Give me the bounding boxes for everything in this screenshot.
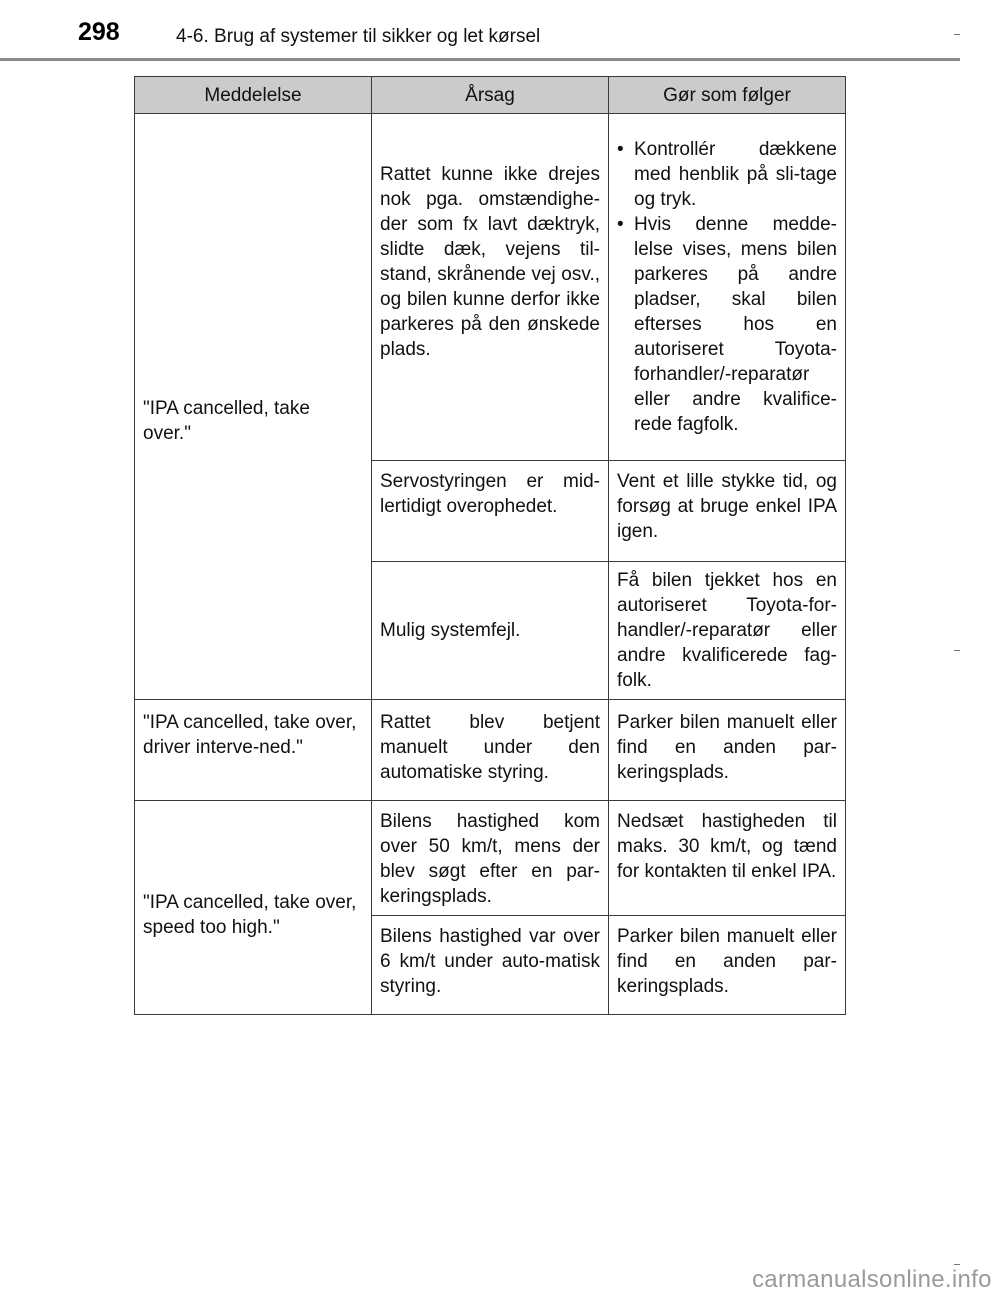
cause-text: Servostyringen er mid-lertidigt overophedet.	[380, 471, 600, 517]
page-header	[0, 0, 960, 62]
watermark: carmanualsonline.info	[752, 1266, 992, 1293]
message-text: "IPA cancelled, take over."	[143, 397, 310, 444]
action-text: Vent et lille stykke tid, og forsøg at bruge enkel IPA igen.	[617, 471, 837, 542]
action-bullet: • Kontrollér dækkene med henblik på sli-tage og tryk.	[617, 137, 837, 212]
action-bullet: • Hvis denne medde-lelse vises, mens bilen parkeres på andre pladser, skal bilen efterses hos en autoriseret Toyota-forhandler/-reparatør eller andre kvalifice-rede fagfolk.	[617, 212, 837, 437]
action-cell	[609, 562, 846, 700]
cause-text: Bilens hastighed kom over 50 km/t, mens der blev søgt efter en par-keringsplads.	[380, 811, 600, 907]
message-table	[134, 76, 846, 1015]
message-text: "IPA cancelled, take over, driver interve-ned."	[143, 712, 357, 758]
action-text: Parker bilen manuelt eller find en anden par-keringsplads.	[617, 712, 837, 783]
crop-mark	[954, 1264, 960, 1265]
column-header-action: Gør som følger	[609, 77, 846, 114]
cause-cell	[372, 916, 609, 1015]
action-bullet-list	[617, 137, 837, 437]
table-row	[135, 801, 846, 916]
cause-text: Bilens hastighed var over 6 km/t under auto-matisk styring.	[380, 926, 600, 997]
message-text: "IPA cancelled, take over, speed too high."	[143, 891, 357, 938]
cause-text: Rattet blev betjent manuelt under den automatiske styring.	[380, 712, 600, 783]
action-cell	[609, 461, 846, 562]
cause-cell	[372, 114, 609, 461]
action-cell	[609, 114, 846, 461]
cause-cell	[372, 562, 609, 700]
cause-text: Rattet kunne ikke drejes nok pga. omstændighe-der som fx lavt dæktryk, slidte dæk, vejens til-stand, skrånende vej osv., og bilen kunne derfor ikke parkeres på den ønskede plads.	[380, 164, 600, 360]
page-number: 298	[78, 18, 120, 46]
crop-mark	[954, 650, 960, 651]
cause-cell	[372, 801, 609, 916]
cause-text: Mulig systemfejl.	[380, 620, 521, 641]
action-text: Parker bilen manuelt eller find en anden par-keringsplads.	[617, 926, 837, 997]
action-cell	[609, 916, 846, 1015]
message-cell	[135, 801, 372, 1015]
cause-cell	[372, 700, 609, 801]
section-title: 4-6. Brug af systemer til sikker og let kørsel	[176, 26, 541, 47]
header-rule	[0, 58, 960, 61]
table-header-row	[135, 77, 846, 114]
message-cell	[135, 700, 372, 801]
action-text: Nedsæt hastigheden til maks. 30 km/t, og tænd for kontakten til enkel IPA.	[617, 811, 837, 882]
table-row	[135, 114, 846, 461]
column-header-cause: Årsag	[372, 77, 609, 114]
action-cell	[609, 700, 846, 801]
crop-mark	[954, 34, 960, 35]
message-cell	[135, 114, 372, 700]
cause-cell	[372, 461, 609, 562]
table-row	[135, 700, 846, 801]
action-cell	[609, 801, 846, 916]
action-text: Få bilen tjekket hos en autoriseret Toyota-for-handler/-reparatør eller andre kvalificerede fag-folk.	[617, 570, 837, 691]
column-header-message: Meddelelse	[135, 77, 372, 114]
